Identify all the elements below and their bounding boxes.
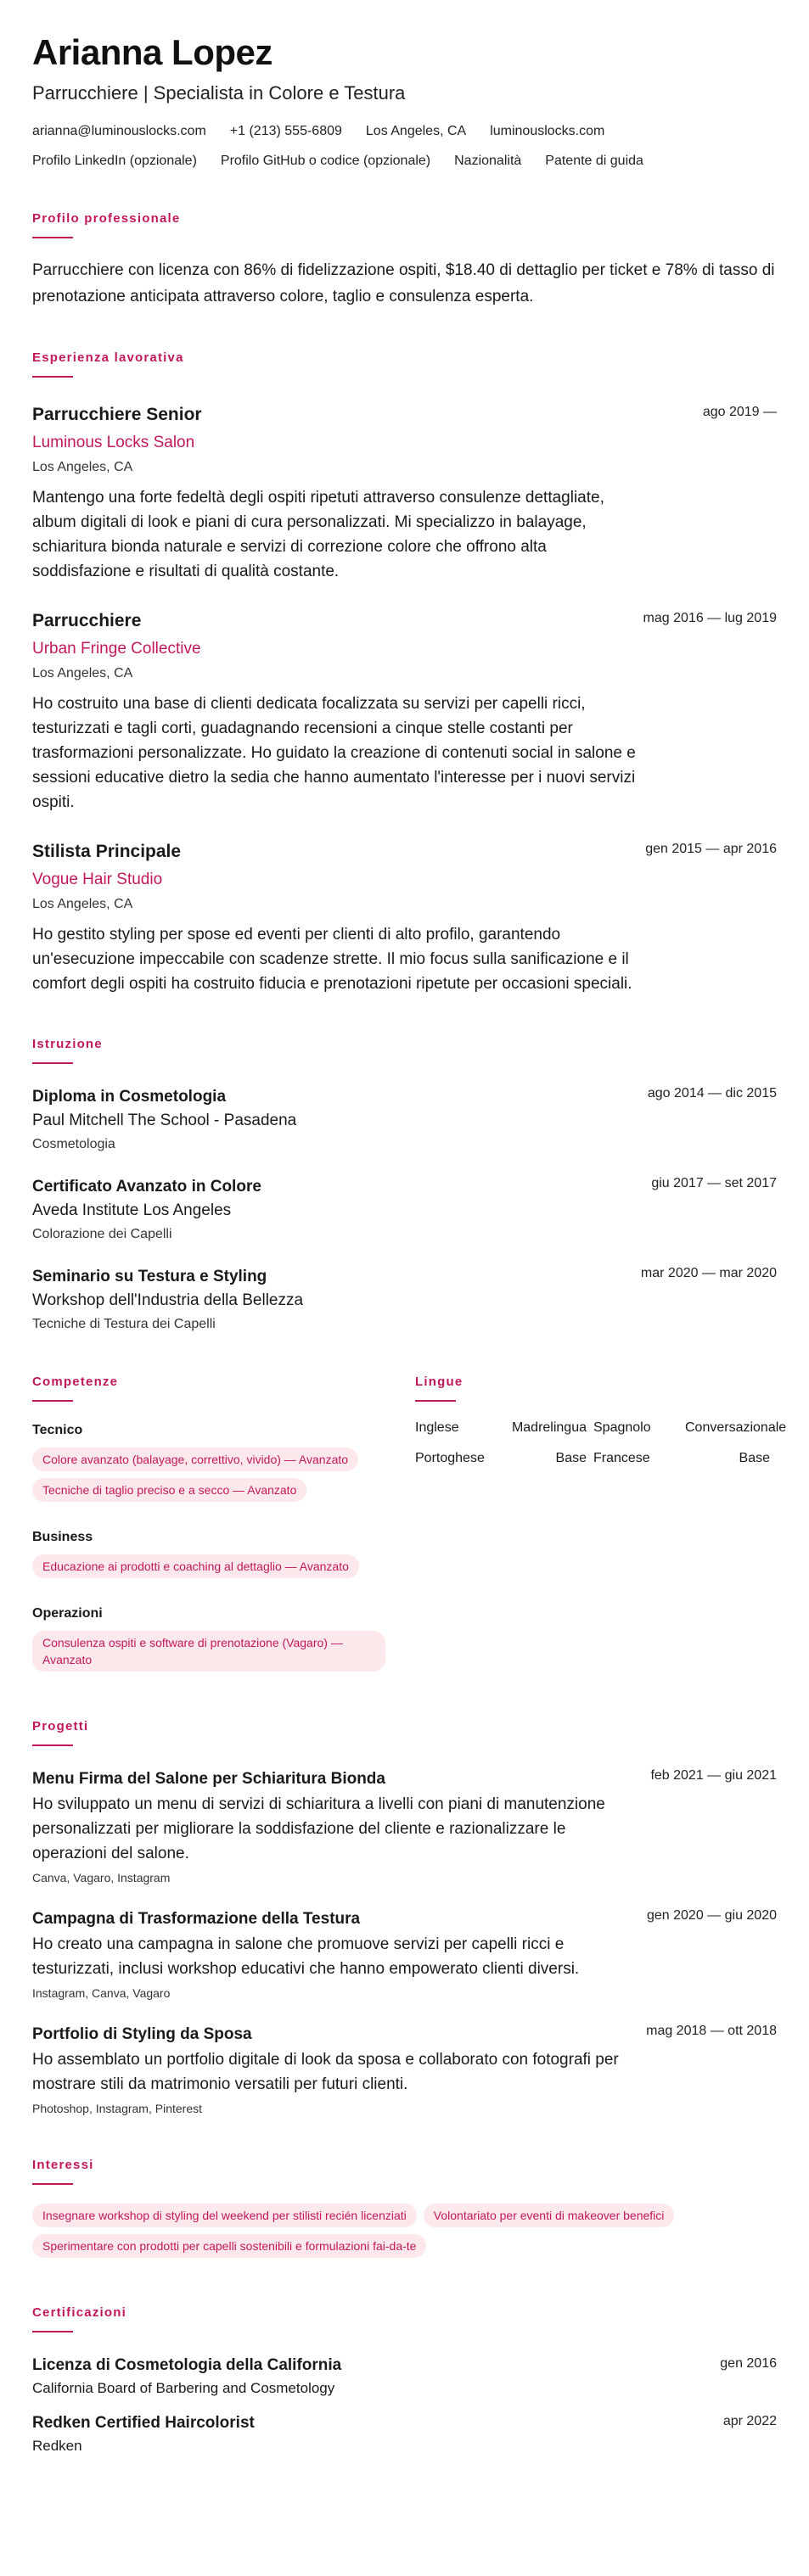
section-title: Interessi (32, 2158, 94, 2172)
job-company: Luminous Locks Salon (32, 434, 195, 451)
project-tools: Photoshop, Instagram, Pinterest (32, 2102, 202, 2115)
resume-header (32, 32, 777, 171)
skill-tags (32, 1631, 415, 1678)
job-dates: ago 2019 — (702, 405, 777, 419)
languages-section (415, 1375, 787, 1678)
contact-location: Los Angeles, CA (365, 124, 467, 138)
skill-tag: Educazione ai prodotti e coaching al dettaglio — Avanzato (32, 1554, 359, 1578)
job-company: Urban Fringe Collective (32, 640, 201, 658)
skill-tags (32, 1448, 415, 1509)
contact-phone[interactable]: +1 (213) 555-6809 (229, 124, 342, 138)
education-school: Workshop dell'Industria della Bellezza (32, 1291, 304, 1309)
project-dates: mag 2018 — ott 2018 (646, 2024, 777, 2038)
certification-entry (32, 2355, 777, 2399)
project-dates: feb 2021 — giu 2021 (650, 1768, 777, 1783)
education-degree: Certificato Avanzato in Colore (32, 1178, 261, 1196)
skill-tag: Consulenza ospiti e software di prenotazione (Vagaro) — Avanzato (32, 1631, 385, 1672)
language-level: Base (555, 1451, 587, 1465)
skill-tag: Colore avanzato (balayage, correttivo, vivido) — Avanzato (32, 1448, 358, 1471)
language-name: Francese (593, 1451, 650, 1465)
education-field: Colorazione dei Capelli (32, 1227, 172, 1241)
section-title: Esperienza lavorativa (32, 350, 184, 365)
education-field: Tecniche di Testura dei Capelli (32, 1317, 216, 1331)
projects-section (32, 1719, 777, 2117)
job-description: Ho costruito una base di clienti dedicata focalizzata su servizi per capelli ricci, testurizzati e tagli corti, guadagnando recensioni a cinque stelle costanti per trasformazioni personalizzate. Ho guidato la creazione di contenuti social in salone e sessioni educative dietro la sedia che hanno aumentato l'interesse per i nuovi servizi ospiti. (32, 695, 636, 811)
project-entry (32, 2024, 777, 2117)
language-name: Portoghese (415, 1451, 485, 1465)
section-title: Certificazioni (32, 2305, 126, 2320)
certifications-section (32, 2305, 777, 2456)
section-divider (32, 1744, 73, 1746)
education-degree: Diploma in Cosmetologia (32, 1088, 227, 1106)
candidate-headline: Parrucchiere | Specialista in Colore e Testura (32, 82, 406, 104)
skills-languages-row (32, 1375, 787, 1678)
candidate-name: Arianna Lopez (32, 32, 272, 72)
certification-issuer: California Board of Barbering and Cosmetology (32, 2380, 335, 2396)
project-name: Campagna di Trasformazione della Testura (32, 1910, 361, 1928)
project-tools: Canva, Vagaro, Instagram (32, 1871, 171, 1884)
contact-license: Patente di guida (545, 154, 643, 168)
summary-text: Parrucchiere con licenza con 86% di fidelizzazione ospiti, $18.40 di dettaglio per ticket e 78% di tasso di prenotazione anticipata attraverso colore, taglio e consulenza esperta. (32, 261, 775, 305)
job-title: Parrucchiere (32, 611, 142, 630)
education-dates: mar 2020 — mar 2020 (640, 1266, 777, 1280)
language-level: Madrelingua (511, 1420, 587, 1435)
project-tools: Instagram, Canva, Vagaro (32, 1986, 171, 2000)
job-location: Los Angeles, CA (32, 666, 133, 680)
job-entry (32, 403, 777, 584)
contact-website[interactable]: luminouslocks.com (490, 124, 605, 138)
section-title: Lingue (415, 1375, 463, 1389)
education-dates: ago 2014 — dic 2015 (647, 1086, 777, 1100)
interest-tag: Sperimentare con prodotti per capelli sostenibili e formulazioni fai-da-te (32, 2234, 426, 2258)
language-level: Base (739, 1451, 770, 1465)
section-title: Profilo professionale (32, 211, 181, 226)
job-entry (32, 840, 777, 996)
section-title: Progetti (32, 1719, 89, 1733)
education-degree: Seminario su Testura e Styling (32, 1268, 267, 1285)
project-name: Portfolio di Styling da Sposa (32, 2025, 252, 2043)
language-name: Inglese (415, 1420, 459, 1435)
skill-tag: Tecniche di taglio preciso e a secco — Avanzato (32, 1478, 306, 1502)
section-divider (32, 1062, 73, 1064)
contact-row (32, 122, 777, 141)
contact-nationality: Nazionalità (454, 154, 522, 168)
certification-name: Redken Certified Haircolorist (32, 2414, 255, 2432)
section-divider (32, 2183, 73, 2185)
skill-category: Business (32, 1530, 93, 1544)
skill-tags (32, 1554, 415, 1585)
contact-github[interactable]: Profilo GitHub o codice (opzionale) (220, 154, 431, 168)
certification-entry (32, 2412, 777, 2456)
project-entry (32, 1768, 777, 1886)
certification-issuer: Redken (32, 2438, 82, 2454)
interest-tags (32, 2204, 777, 2265)
section-title: Competenze (32, 1375, 119, 1389)
job-entry (32, 609, 777, 815)
job-location: Los Angeles, CA (32, 897, 133, 911)
job-description: Ho gestito styling per spose ed eventi per clienti di alto profilo, garantendo un'esecuzione impeccabile con scadenze strette. Il mio focus sulla sanificazione e il comfort degli ospiti ha costruito fiducia e prenotazioni ripetute per occasioni speciali. (32, 926, 632, 993)
section-divider (32, 1400, 73, 1402)
job-dates: mag 2016 — lug 2019 (643, 611, 777, 625)
section-title: Istruzione (32, 1037, 103, 1051)
section-divider (32, 376, 73, 378)
project-entry (32, 1908, 777, 2002)
section-divider (32, 237, 73, 238)
contact-row-extra (32, 152, 777, 171)
project-description: Ho creato una campagna in salone che promuove servizi per capelli ricci e testurizzati, inclusi workshop educativi che hanno empowerato clienti diversi. (32, 1935, 580, 1978)
job-company: Vogue Hair Studio (32, 871, 163, 888)
project-description: Ho assemblato un portfolio digitale di look da sposa e collaborato con fotografi per mostrare stili da matrimonio versatili per futuri clienti. (32, 2051, 619, 2093)
certification-name: Licenza di Cosmetologia della California (32, 2356, 342, 2374)
skill-category: Operazioni (32, 1606, 103, 1621)
education-entry (32, 1176, 777, 1244)
project-description: Ho sviluppato un menu di servizi di schiaritura a livelli con piani di manutenzione personalizzati per migliorare la soddisfazione del cliente e razionalizzare le operazioni del salone. (32, 1795, 605, 1862)
skill-category: Tecnico (32, 1423, 83, 1437)
education-school: Aveda Institute Los Angeles (32, 1201, 232, 1219)
project-dates: gen 2020 — giu 2020 (646, 1908, 777, 1923)
certification-date: apr 2022 (722, 2414, 777, 2428)
interest-tag: Volontariato per eventi di makeover benefici (424, 2204, 675, 2227)
job-dates: gen 2015 — apr 2016 (645, 842, 777, 856)
education-entry (32, 1266, 777, 1334)
interest-tag: Insegnare workshop di styling del weekend per stilisti recién licenziati (32, 2204, 417, 2227)
experience-section (32, 350, 777, 996)
education-entry (32, 1086, 777, 1154)
summary-section (32, 211, 777, 310)
job-location: Los Angeles, CA (32, 460, 133, 474)
section-divider (32, 2331, 73, 2332)
education-school: Paul Mitchell The School - Pasadena (32, 1112, 297, 1129)
skills-section (32, 1375, 415, 1678)
language-list (415, 1420, 787, 1466)
education-section (32, 1037, 777, 1334)
certification-date: gen 2016 (720, 2356, 777, 2371)
contact-linkedin[interactable]: Profilo LinkedIn (opzionale) (32, 154, 197, 168)
language-level: Conversazionale (685, 1420, 787, 1435)
job-title: Stilista Principale (32, 842, 182, 861)
language-name: Spagnolo (593, 1420, 651, 1435)
education-field: Cosmetologia (32, 1137, 115, 1151)
project-name: Menu Firma del Salone per Schiaritura Bionda (32, 1770, 385, 1788)
job-description: Mantengo una forte fedeltà degli ospiti ripetuti attraverso consulenze dettagliate, album digitali di look e piani di cura personalizzati. Mi specializzo in balayage, schiaritura bionda naturale e servizi di correzione colore che offrono alta soddisfazione e risultati di qualità costante. (32, 489, 604, 580)
section-divider (415, 1400, 456, 1402)
job-title: Parrucchiere Senior (32, 405, 202, 424)
education-dates: giu 2017 — set 2017 (651, 1176, 777, 1190)
interests-section (32, 2158, 777, 2265)
contact-email[interactable]: arianna@luminouslocks.com (32, 124, 206, 138)
